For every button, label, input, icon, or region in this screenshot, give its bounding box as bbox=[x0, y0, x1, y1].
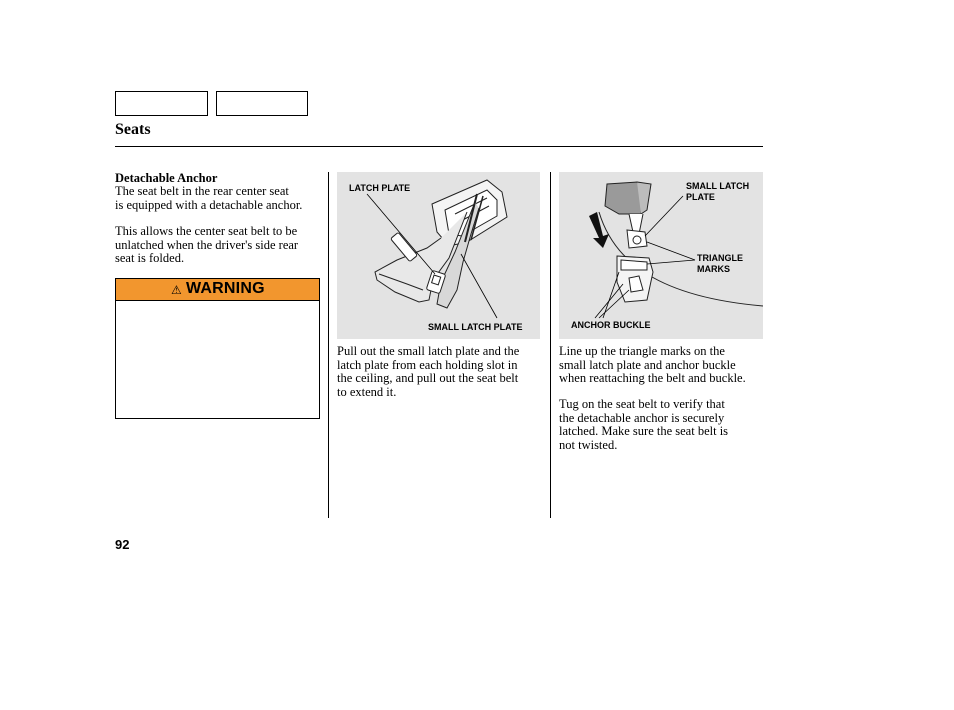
small-latch-plate-label: SMALL LATCH PLATE bbox=[686, 181, 750, 202]
column-divider-1 bbox=[328, 172, 329, 518]
warning-label: WARNING bbox=[186, 280, 265, 297]
nav-button-1[interactable] bbox=[115, 91, 208, 116]
verify-paragraph: Tug on the seat belt to verify that the detachable anchor is securely latched. Make sure the seat belt is not twisted. bbox=[559, 397, 729, 452]
section-heading: Detachable Anchor bbox=[115, 171, 218, 185]
warning-box bbox=[115, 278, 320, 419]
reattach-paragraph: Line up the triangle marks on the small latch plate and anchor buckle when reattaching the belt and buckle. bbox=[559, 344, 746, 386]
anchor-buckle-figure bbox=[559, 172, 763, 339]
warning-header bbox=[116, 279, 319, 301]
page-title: Seats bbox=[115, 121, 151, 138]
triangle-marks-label: TRIANGLE MARKS bbox=[697, 253, 743, 274]
latch-plate-illustration bbox=[337, 172, 540, 339]
middle-instructions: Pull out the small latch plate and the latch plate from each holding slot in the ceiling, and pull out the seat belt to extend it. bbox=[337, 344, 520, 399]
nav-button-2[interactable] bbox=[216, 91, 308, 116]
anchor-buckle-label: ANCHOR BUCKLE bbox=[571, 320, 651, 330]
latch-plate-figure bbox=[337, 172, 540, 339]
small-latch-plate-label: SMALL LATCH PLATE bbox=[428, 322, 523, 332]
folding-paragraph: This allows the center seat belt to be unlatched when the driver's side rear seat is folded. bbox=[115, 224, 299, 266]
page-number: 92 bbox=[115, 537, 130, 552]
latch-plate-label: LATCH PLATE bbox=[349, 183, 411, 193]
column-divider-2 bbox=[550, 172, 551, 518]
warning-triangle-icon: ⚠ bbox=[171, 283, 182, 297]
title-divider bbox=[115, 146, 763, 147]
intro-paragraph: The seat belt in the rear center seat is equipped with a detachable anchor. bbox=[115, 184, 303, 212]
anchor-buckle-illustration bbox=[559, 172, 763, 339]
